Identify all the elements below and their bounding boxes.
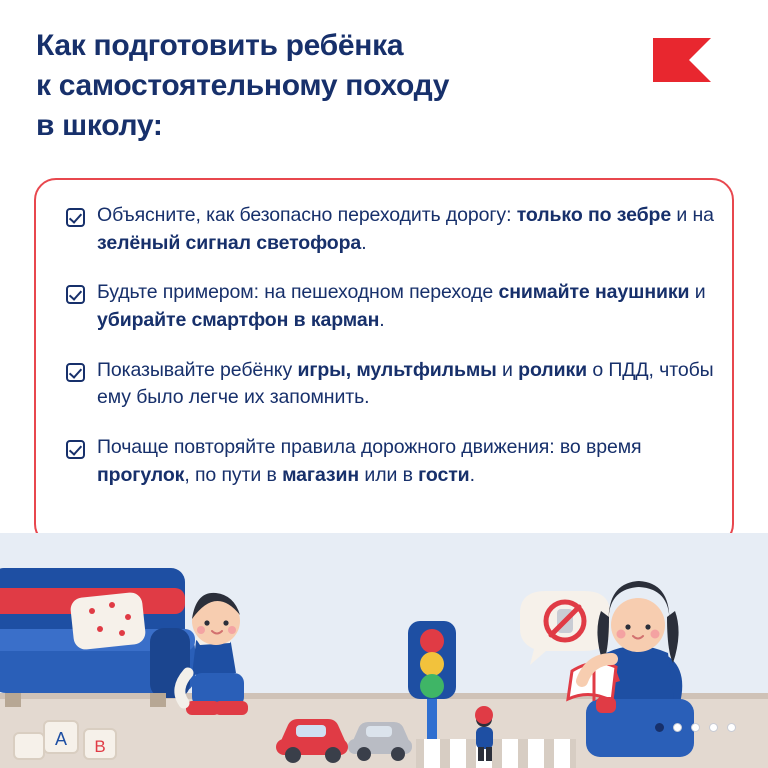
checklist-item — [66, 279, 714, 334]
pillow-icon — [69, 591, 146, 650]
emphasis-text: прогулок — [97, 463, 185, 486]
checkbox-checked-icon — [66, 208, 85, 227]
checklist-item-text — [97, 357, 714, 412]
plain-text: . — [469, 463, 475, 486]
illustration-svg — [0, 533, 768, 768]
checklist-item-text — [97, 202, 714, 257]
checklist-card — [34, 178, 734, 546]
emphasis-text: игры, мультфильмы — [297, 358, 497, 381]
page-title — [36, 26, 676, 146]
red-flag-mark-icon — [651, 36, 713, 84]
plain-text: Почаще повторяйте правила дорожного движения: во время — [97, 436, 642, 459]
pagination-dots[interactable] — [655, 723, 736, 732]
plain-text: Будьте примером: на пешеходном переходе — [97, 281, 499, 304]
checklist — [66, 202, 714, 490]
plain-text: и — [689, 281, 706, 304]
plain-text: Показывайте ребёнку — [97, 358, 298, 381]
svg-text:A: A — [54, 729, 68, 749]
emphasis-text: убирайте смартфон в карман — [97, 309, 380, 332]
checkbox-checked-icon — [66, 440, 85, 459]
checklist-item — [66, 434, 714, 489]
pagination-dot[interactable] — [655, 723, 664, 732]
plain-text: Объясните, как безопасно переходить дорогу: — [97, 204, 517, 226]
crosswalk-icon — [416, 739, 576, 768]
plain-text: и на — [671, 204, 714, 226]
checkbox-checked-icon — [66, 363, 85, 382]
checklist-item — [66, 202, 714, 257]
plain-text: . — [361, 231, 367, 254]
svg-text:B: B — [94, 737, 106, 756]
page-title-line-2: к самостоятельному походу — [36, 68, 450, 102]
pagination-dot[interactable] — [673, 723, 682, 732]
emphasis-text: только по зебре — [516, 204, 672, 226]
page-title-line-3: в школу: — [36, 108, 163, 142]
pagination-dot[interactable] — [691, 723, 700, 732]
illustration — [0, 533, 768, 768]
plain-text: и — [496, 358, 519, 381]
emphasis-text: магазин — [282, 463, 360, 486]
plain-text: или в — [359, 463, 419, 486]
plain-text: о ПДД, чтобы ему было легче их запомнить. — [97, 358, 714, 409]
checklist-item-text — [97, 434, 714, 489]
pagination-dot[interactable] — [727, 723, 736, 732]
emphasis-text: ролики — [518, 358, 588, 381]
page-title-line-1: Как подготовить ребёнка — [36, 29, 404, 62]
plain-text: . — [379, 309, 385, 332]
emphasis-text: снимайте наушники — [498, 281, 690, 304]
checklist-item — [66, 357, 714, 412]
emphasis-text: гости — [418, 463, 470, 486]
emphasis-text: зелёный сигнал светофора — [97, 231, 362, 254]
checklist-item-text — [97, 279, 714, 334]
plain-text: , по пути в — [184, 463, 283, 486]
pagination-dot[interactable] — [709, 723, 718, 732]
checkbox-checked-icon — [66, 285, 85, 304]
